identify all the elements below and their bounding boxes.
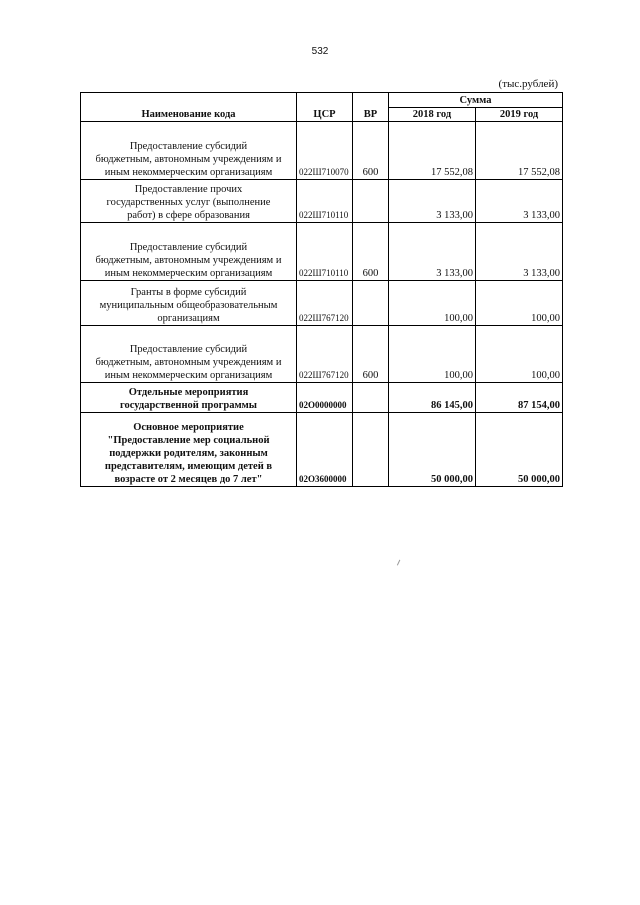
page-number: 532 xyxy=(311,46,329,57)
header-year-2019: 2019 год xyxy=(476,107,563,122)
units-label: (тыс.рублей) xyxy=(498,78,558,90)
row-2018: 50 000,00 xyxy=(389,413,476,487)
row-2019: 50 000,00 xyxy=(476,413,563,487)
row-vr xyxy=(353,383,389,413)
row-2018: 3 133,00 xyxy=(389,180,476,223)
row-name: Основное мероприятие "Предоставление мер социальной поддержки родителям, законным представителям, имеющим детей в возрасте от 2 месяцев до 7 лет" xyxy=(81,413,297,487)
header-vr: ВР xyxy=(353,93,389,122)
row-name: Отдельные мероприятия государственной программы xyxy=(81,383,297,413)
table-row xyxy=(81,281,563,326)
row-csr: 02О0000000 xyxy=(297,383,353,413)
row-csr: 022Ш710110 xyxy=(297,223,353,281)
row-vr: 600 xyxy=(353,223,389,281)
row-2019: 100,00 xyxy=(476,326,563,383)
row-2018: 3 133,00 xyxy=(389,223,476,281)
row-name: Предоставление субсидий бюджетным, автономным учреждениям и иным некоммерческим организациям xyxy=(81,122,297,180)
row-csr: 022Ш710070 xyxy=(297,122,353,180)
row-name: Гранты в форме субсидий муниципальным общеобразовательным организациям xyxy=(81,281,297,326)
row-2019: 3 133,00 xyxy=(476,223,563,281)
table-row xyxy=(81,413,563,487)
row-vr xyxy=(353,180,389,223)
row-vr xyxy=(353,413,389,487)
header-csr: ЦСР xyxy=(297,93,353,122)
row-2018: 100,00 xyxy=(389,326,476,383)
budget-table xyxy=(80,92,563,487)
row-csr: 022Ш767120 xyxy=(297,326,353,383)
row-csr: 02О3600000 xyxy=(297,413,353,487)
row-2019: 3 133,00 xyxy=(476,180,563,223)
row-csr: 022Ш710110 xyxy=(297,180,353,223)
row-2018: 86 145,00 xyxy=(389,383,476,413)
row-2019: 87 154,00 xyxy=(476,383,563,413)
header-name: Наименование кода xyxy=(81,93,297,122)
header-year-2018: 2018 год xyxy=(389,107,476,122)
table-row xyxy=(81,223,563,281)
row-name: Предоставление субсидий бюджетным, автономным учреждениям и иным некоммерческим организациям xyxy=(81,223,297,281)
row-vr: 600 xyxy=(353,326,389,383)
row-2018: 17 552,08 xyxy=(389,122,476,180)
table-row xyxy=(81,180,563,223)
table-row xyxy=(81,122,563,180)
scan-mark xyxy=(397,560,402,567)
row-name: Предоставление прочих государственных услуг (выполнение работ) в сфере образования xyxy=(81,180,297,223)
row-vr xyxy=(353,281,389,326)
row-2019: 100,00 xyxy=(476,281,563,326)
row-2019: 17 552,08 xyxy=(476,122,563,180)
row-name: Предоставление субсидий бюджетным, автономным учреждениям и иным некоммерческим организациям xyxy=(81,326,297,383)
row-vr: 600 xyxy=(353,122,389,180)
row-2018: 100,00 xyxy=(389,281,476,326)
table-row xyxy=(81,383,563,413)
row-csr: 022Ш767120 xyxy=(297,281,353,326)
header-sum: Сумма xyxy=(389,93,563,108)
table-row xyxy=(81,326,563,383)
